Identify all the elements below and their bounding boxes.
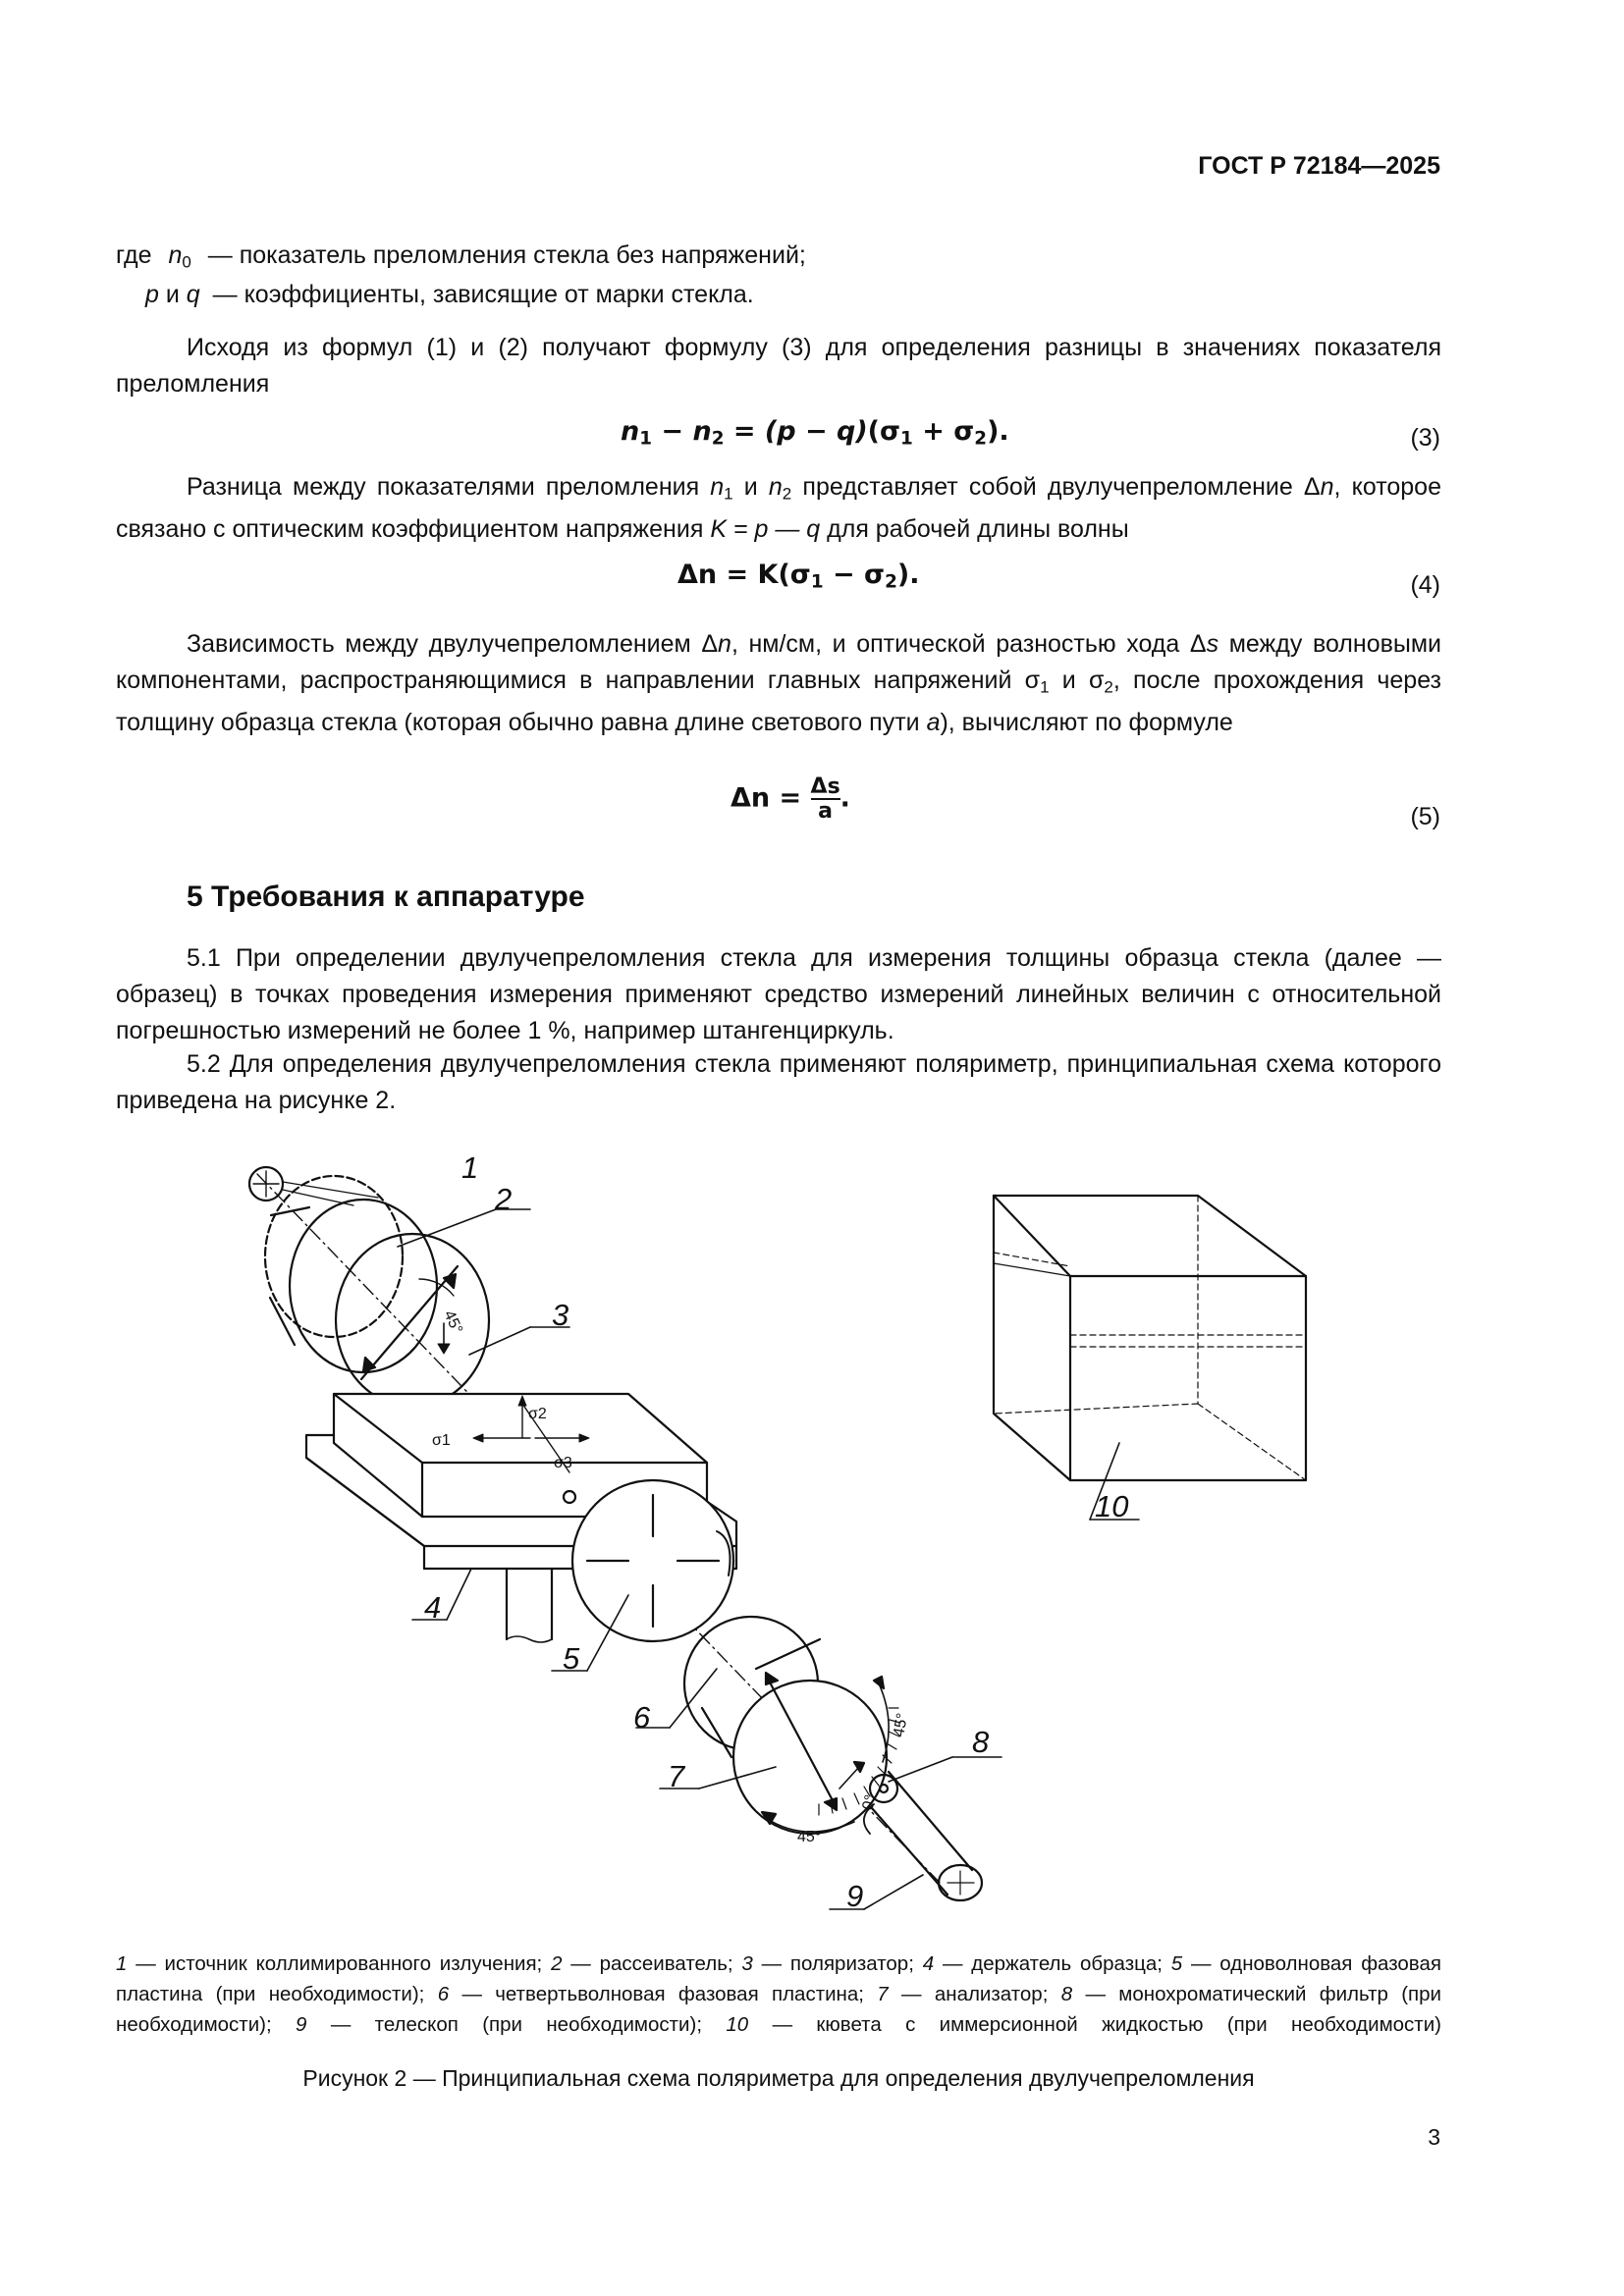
angle-label-zero: 0° <box>859 1792 880 1813</box>
label-9: 9 <box>846 1879 864 1913</box>
clause-5-2: 5.2 Для определения двулучепреломления стекла применяют поляриметр, принципиальная схема которого приведена на рисунке 2. <box>116 1050 1441 1114</box>
angle-label-bottom: 45° <box>797 1829 822 1845</box>
formula-5: Δn = $\frac{\Delta s}{a}$ . <box>731 774 850 825</box>
holder-stand <box>507 1569 552 1639</box>
label-8: 8 <box>972 1725 990 1759</box>
cuvette <box>994 1196 1306 1480</box>
label-7: 7 <box>668 1759 685 1793</box>
angle-label-analyzer: 45° <box>891 1711 912 1738</box>
definition-p-q: p и q — коэффициенты, зависящие от марки стекла. <box>145 281 754 308</box>
sigma-3-label: σ3 <box>554 1455 572 1471</box>
angle-label-polarizer: 45° <box>440 1308 466 1337</box>
label-1: 1 <box>461 1150 479 1185</box>
standard-number: ГОСТ Р 72184—2025 <box>1198 152 1440 180</box>
diffuser <box>290 1200 437 1372</box>
label-5: 5 <box>563 1641 580 1676</box>
paragraph-birefringence: Разница между показателями преломления $n_1$ и $n_2$ представляет собой двулучепреломление Δn, которое связано с оптическим коэффициентом напряжения K = p — q для рабочей длины волны <box>116 473 1441 544</box>
polarizer-axis <box>361 1266 458 1379</box>
label-10: 10 <box>1095 1489 1129 1523</box>
label-4: 4 <box>424 1590 442 1625</box>
page-number: 3 <box>1428 2124 1440 2150</box>
paragraph-formula3-intro: Исходя из формул (1) и (2) получают формулу (3) для определения разницы в значениях показателя преломления <box>116 334 1441 398</box>
equation-number-3: (3) <box>1410 424 1440 452</box>
equation-number-5: (5) <box>1410 803 1440 830</box>
fraction: $\frac{\Delta s}{a}$ <box>810 774 840 825</box>
formula-4: $\Delta n = K(\sigma_1 - \sigma_2)$. <box>677 560 920 593</box>
definition-n0: где $n_0$ — показатель преломления стекла без напряжений; <box>116 241 806 272</box>
label-6: 6 <box>633 1700 651 1735</box>
section-heading: 5 Требования к аппаратуре <box>187 881 585 913</box>
paragraph-path-difference: Зависимость между двулучепреломлением Δn, нм/см, и оптической разностью хода Δs между волновыми компонентами, распространяющимися в направлении главных напряжений $\sigma_1$ и $\sigma_2$, после прохождения через толщину образца стекла (которая обычно равна длине светового пути a), вычисляют по формуле <box>116 630 1442 737</box>
diffuser-back <box>265 1176 403 1337</box>
sigma-1-label: σ1 <box>432 1432 451 1449</box>
equation-number-4: (4) <box>1410 571 1440 599</box>
label-3: 3 <box>552 1298 569 1332</box>
clause-5-1: 5.1 При определении двулучепреломления стекла для измерения толщины образца стекла (далее — образец) в точках проведения измерения применяют средство измерений линейных величин с относительной погрешностью измерений не более 1 %, например штангенциркуль. <box>116 944 1441 1044</box>
figure-legend: 1 — источник коллимированного излучения; 2 — рассеиватель; 3 — поляризатор; 4 — держатель образца; 5 — одноволновая фазовая пластина (при необходимости); 6 — четвертьволновая фазовая пластина; 7 — анализатор; 8 — монохроматический фильтр (при необходимости); 9 — телескоп (при необходимости); 10 — кювета с иммерсионной жидкостью (при необходимости) <box>116 1952 1441 2036</box>
formula-3: $n_1 - n_2 = (p - q)(\sigma_1 + \sigma_2)$. <box>621 416 1009 450</box>
label-2: 2 <box>495 1182 513 1216</box>
sigma-2-label: σ2 <box>528 1406 547 1422</box>
figure-title: Рисунок 2 — Принципиальная схема поляриметра для определения двулучепреломления <box>302 2065 1255 2091</box>
